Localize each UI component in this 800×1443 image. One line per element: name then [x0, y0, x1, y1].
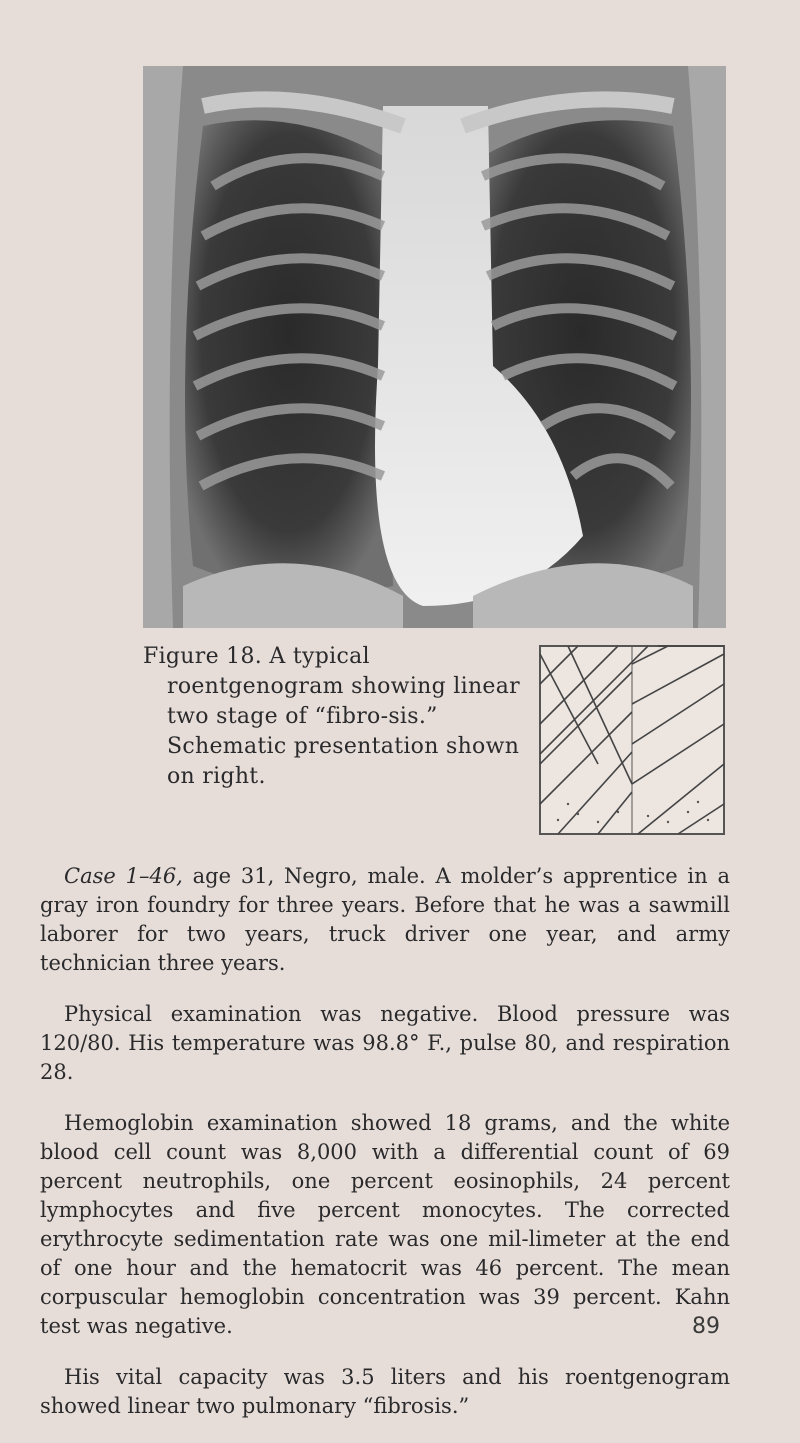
paragraph-physical-exam: Physical examination was negative. Blood pressure was 120/80. His temperature was 98.8° F., pulse 80, and respiration 28.	[40, 1002, 730, 1084]
case-report	[40, 862, 730, 1443]
chest-xray-image	[143, 66, 726, 628]
figure-label: Figure 18.	[143, 644, 263, 669]
figure-caption	[143, 642, 523, 792]
schematic-diagram	[538, 644, 726, 836]
figure-caption-text: A typical roentgenogram showing linear two stage of “fibro-sis.” Schematic presentation shown on right.	[167, 644, 520, 789]
case-label: Case 1–46,	[64, 864, 183, 888]
paragraph-vital-capacity: His vital capacity was 3.5 liters and his roentgenogram showed linear two pulmonary “fibrosis.”	[40, 1365, 730, 1418]
paragraph-hemoglobin: Hemoglobin examination showed 18 grams, and the white blood cell count was 8,000 with a differential count of 69 percent neutrophils, one percent eosinophils, 24 percent lymphocytes and five percent monocytes. The corrected erythrocyte sedimentation rate was one mil-limeter at the end of one hour and the hematocrit was 46 percent. The mean corpuscular hemoglobin concentration was 39 percent. Kahn test was negative.	[40, 1111, 730, 1338]
page-number: 89	[692, 1314, 720, 1339]
case-text: age 31, Negro, male. A molder’s apprentice in a gray iron foundry for three years. Before that he was a sawmill laborer for two years, truck driver one year, and army technician three years.	[40, 864, 730, 975]
paragraph-case	[40, 862, 730, 978]
